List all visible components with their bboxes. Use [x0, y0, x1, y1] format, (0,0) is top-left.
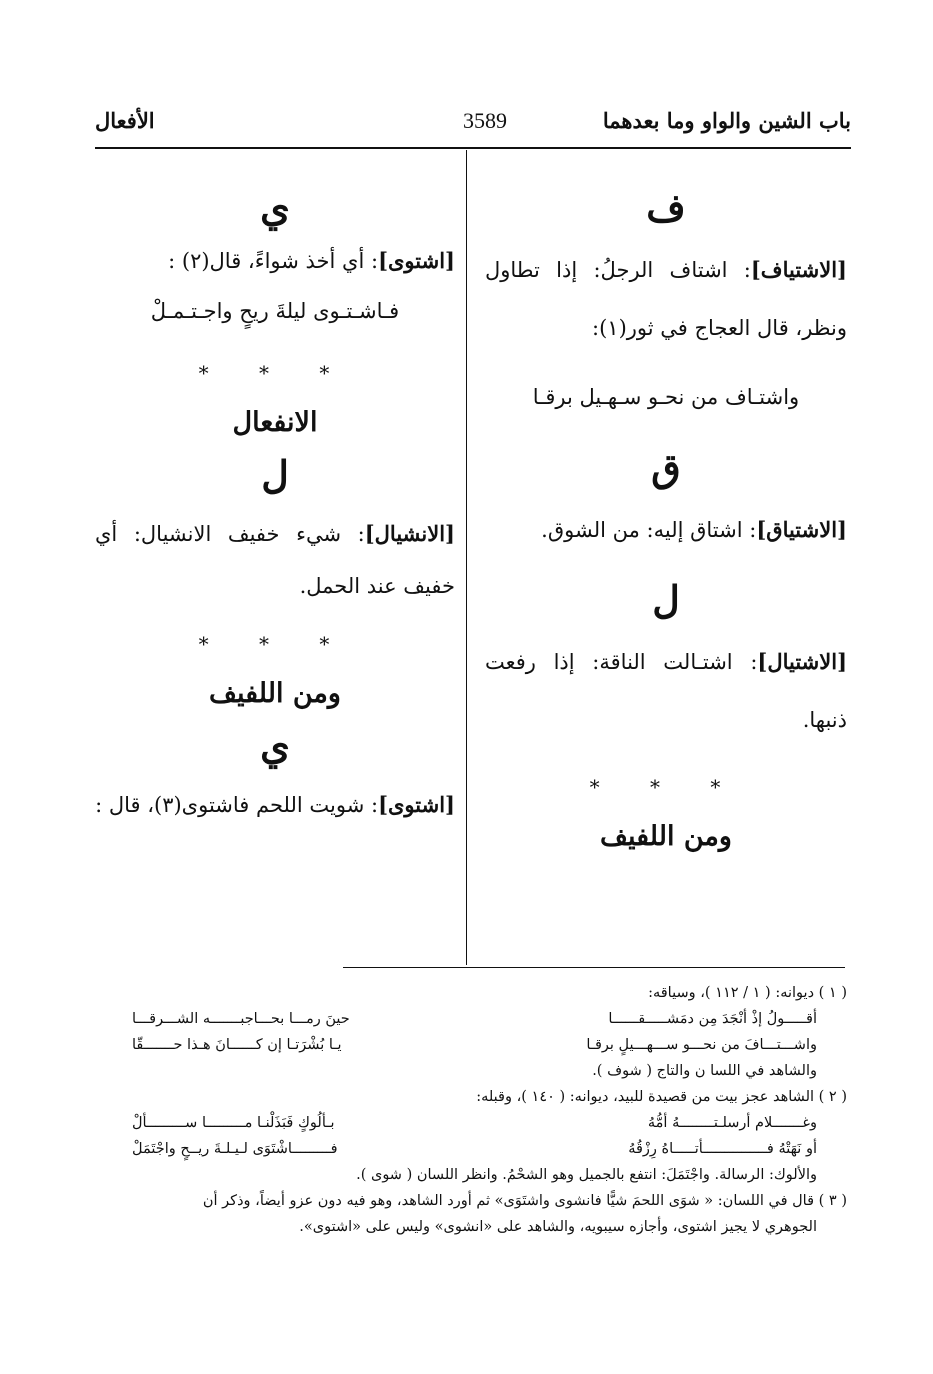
hemistich: أقـــــولُ إذْ أنْجَدَ مِن دمَشـــــقــــــا: [608, 1011, 817, 1027]
section-letter-ya: ي: [260, 723, 290, 768]
footnote-ref[interactable]: (١): [599, 316, 627, 340]
footnote-3-line1: ( ٣ ) قال في اللسان: « شوَى اللحمَ شيًّا فانشوى واشتَوَى» ثم أورد الشاهد، وهو فيه دون عزو أيضاً، وذكر أن: [202, 1193, 847, 1209]
footnote-verse-row: [87, 1110, 847, 1136]
definition: : اشتـالت الناقة: إذا رفعت ذنبها.: [485, 650, 847, 732]
footnotes: [87, 980, 847, 1240]
hemistich: واشـــتـــافَ من نحـــو ســـهـــيلٍ برقـا: [586, 1037, 817, 1053]
section-letter-qaf: ق: [651, 445, 681, 490]
running-header-section: الأفعال: [95, 108, 155, 133]
footnote-ref[interactable]: (٣): [153, 793, 182, 817]
left-column: [95, 185, 455, 831]
hemistich: وغـــــــلام أرسلـتــــــــهُ أمُّهُ: [647, 1115, 817, 1131]
footnote-2-intro: ( ٢ ) الشاهد عجز بيت من قصيدة للبيد، ديوانه: ( ١٤٠ )، وقبله:: [476, 1089, 847, 1105]
headword: [الانشيال]: [364, 521, 455, 546]
definition: : شويت اللحم فاشتوى: [181, 793, 379, 817]
hemistich: بـألُوكٍ فَبَذَلْنـا مـــــــــا ســـــــــألْ: [132, 1115, 335, 1131]
footnote-verse-row: [87, 1136, 847, 1162]
column-divider: [466, 150, 467, 965]
entry-inshiyal: [95, 508, 455, 612]
headword: [اشتوى]: [378, 792, 455, 817]
hemistich: حينَ رمـــا بحـــاجبـــــــه الشـــرقـــا: [132, 1011, 350, 1027]
footnote-ref[interactable]: (٢): [181, 249, 210, 273]
footnote-1-tail: والشاهد في اللسا ن والتاج ( شوف ).: [592, 1063, 817, 1079]
footnote-rule: [343, 967, 845, 968]
footnote-3-line2: الجوهري لا يجيز اشتوى، وأجازه سيبويه، والشاهد على «انشوى» وليس على «اشتوى».: [299, 1219, 817, 1235]
section-letter-lam: ل: [652, 577, 680, 622]
definition: : شيء خفيف الانشيال: أي خفيف عند الحمل.: [95, 522, 455, 598]
footnote-1-intro: ( ١ ) ديوانه: ( ١ / ١١٢ )، وسياقه:: [648, 985, 847, 1001]
footnote-2-tail: والألوك: الرسالة. واجْتَمَلَ: انتفع بالجميل وهو الشحْمُ. وانظر اللسان ( شوى ).: [356, 1167, 817, 1183]
punctuation: :: [168, 249, 176, 273]
section-letter-ya: ي: [260, 185, 290, 230]
headword: [الاشتيال]: [757, 649, 847, 674]
footnote-verse-row: [87, 1006, 847, 1032]
section-heading-lafif: ومن اللفيف: [600, 821, 732, 852]
punctuation: ، قال :: [95, 793, 154, 817]
hemistich: يـا بُشْرَتـا إن كــــــانَ هـذا حـــــــقّا: [132, 1037, 342, 1053]
separator-stars: * * *: [198, 361, 352, 385]
headword: [الاشتياف]: [750, 257, 847, 282]
running-header-chapter: باب الشين والواو وما بعدهما: [602, 108, 851, 133]
entry-ishtawa-2: [95, 779, 455, 831]
separator-stars: * * *: [198, 632, 352, 656]
hemistich: فـــــــــاشْتَوَى لـيـلـةَ ريــحٍ واجْتَمَلْ: [132, 1141, 338, 1157]
section-heading-lafif: ومن اللفيف: [209, 678, 341, 709]
headword: [الاشتياق]: [756, 517, 847, 542]
definition: : أي أخذ شواءً، قال: [209, 249, 379, 273]
hemistich: أو نَهَتْهُ فـــــــــــــــأتـــــاهُ رِزْقُهُ: [628, 1141, 817, 1157]
section-letter-lam: ل: [261, 452, 289, 497]
headword: [اشتوى]: [378, 248, 455, 273]
page-number: 3589: [463, 108, 507, 133]
entry-ishtawa: [95, 241, 455, 281]
section-heading-infial: الانفعال: [232, 407, 318, 438]
right-column: [485, 185, 847, 870]
punctuation: :: [592, 316, 600, 340]
definition: : اشتاق إليه: من الشوق.: [541, 518, 757, 542]
definition: : اشتاف الرجلُ: إذا تطاول ونظر، قال العجاج في ثور: [485, 258, 847, 340]
verse: فـاشـتـوى ليلةَ ريحٍ واجـتـمـلْ: [150, 299, 400, 323]
entry-ishtiyaq: [485, 501, 847, 559]
entry-ishtiyal: [485, 633, 847, 749]
header-rule: [95, 147, 851, 149]
verse: واشتـاف من نحـو سـهـيل برقـا: [532, 385, 800, 409]
separator-stars: * * *: [589, 775, 743, 799]
footnote-verse-row: [87, 1032, 847, 1058]
entry-ishtiyaf: [485, 241, 847, 357]
section-letter-fa: ف: [646, 185, 686, 230]
